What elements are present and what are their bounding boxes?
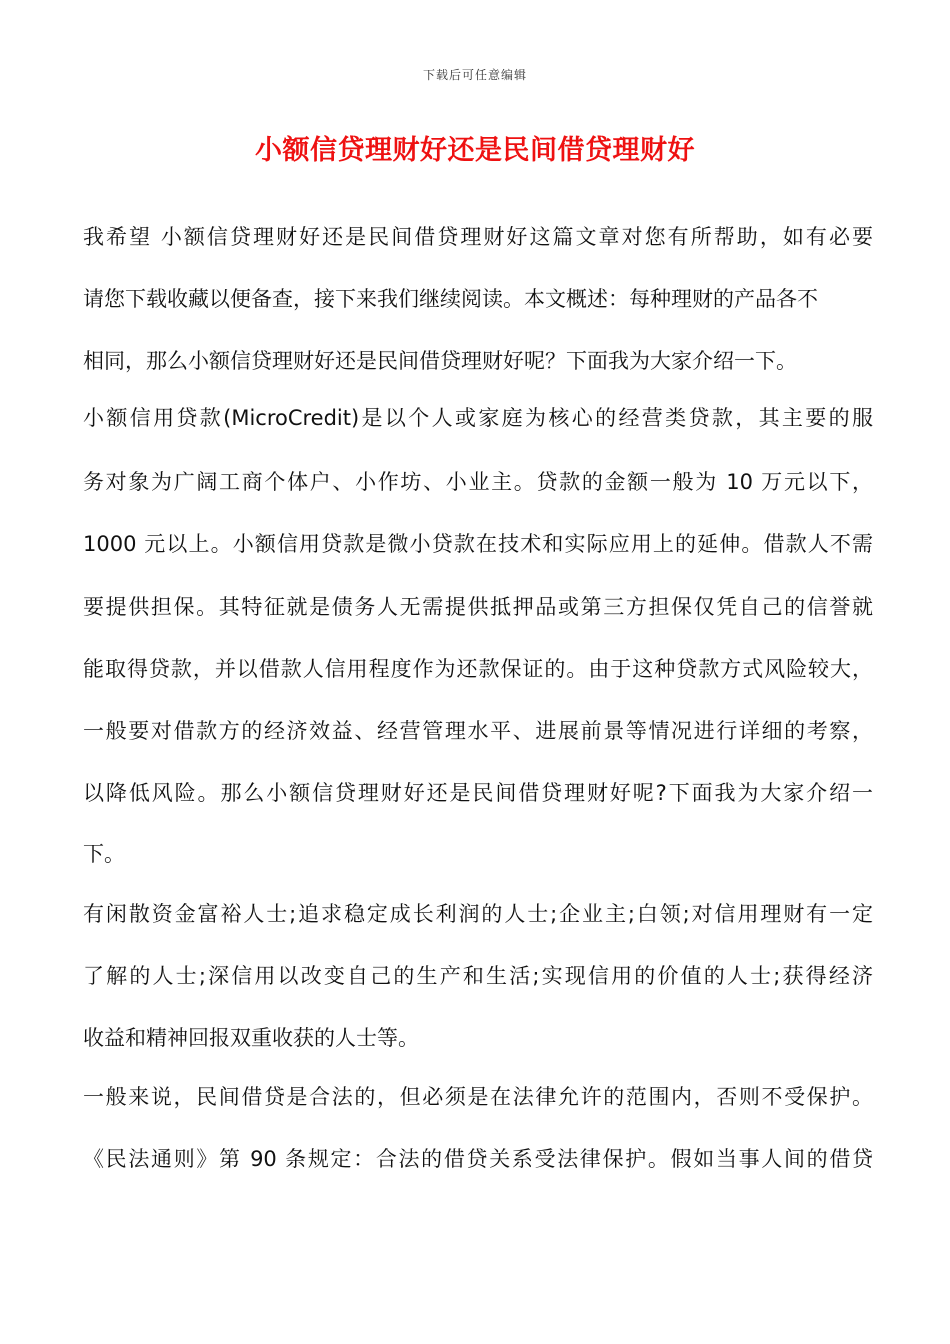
body-line: 我希望 小额信贷理财好还是民间借贷理财好这篇文章对您有所帮助，如有必要 (83, 225, 873, 249)
body-line: 有闲散资金富裕人士;追求稳定成长利润的人士;企业主;白领;对信用理财有一定 (83, 902, 873, 926)
body-line: 务对象为广阔工商个体户、小作坊、小业主。贷款的金额一般为 10 万元以下， (83, 470, 873, 494)
body-line: 小额信用贷款(MicroCredit)是以个人或家庭为核心的经营类贷款，其主要的服 (83, 406, 873, 430)
body-line: 《民法通则》第 90 条规定：合法的借贷关系受法律保护。假如当事人间的借贷 (83, 1147, 873, 1171)
body-line: 收益和精神回报双重收获的人士等。 (83, 1026, 419, 1050)
body-line: 以降低风险。那么小额信贷理财好还是民间借贷理财好呢?下面我为大家介绍一 (83, 781, 873, 805)
body-line: 能取得贷款，并以借款人信用程度作为还款保证的。由于这种贷款方式风险较大， (83, 657, 873, 681)
body-line: 要提供担保。其特征就是债务人无需提供抵押品或第三方担保仅凭自己的信誉就 (83, 595, 873, 619)
header-note: 下载后可任意编辑 (422, 68, 527, 82)
body-line: 一般来说，民间借贷是合法的，但必须是在法律允许的范围内，否则不受保护。 (83, 1085, 873, 1109)
body-line: 下。 (83, 842, 125, 866)
body-line: 一般要对借款方的经济效益、经营管理水平、进展前景等情况进行详细的考察， (83, 719, 873, 743)
document-title: 小额信贷理财好还是民间借贷理财好 (255, 135, 695, 166)
body-line: 相同，那么小额信贷理财好还是民间借贷理财好呢？下面我为大家介绍一下。 (83, 349, 797, 373)
body-line: 请您下载收藏以便备查，接下来我们继续阅读。本文概述：每种理财的产品各不 (83, 287, 818, 311)
body-line: 1000 元以上。小额信用贷款是微小贷款在技术和实际应用上的延伸。借款人不需 (83, 532, 873, 556)
body-line: 了解的人士;深信用以改变自己的生产和生活;实现信用的价值的人士;获得经济 (83, 964, 873, 988)
